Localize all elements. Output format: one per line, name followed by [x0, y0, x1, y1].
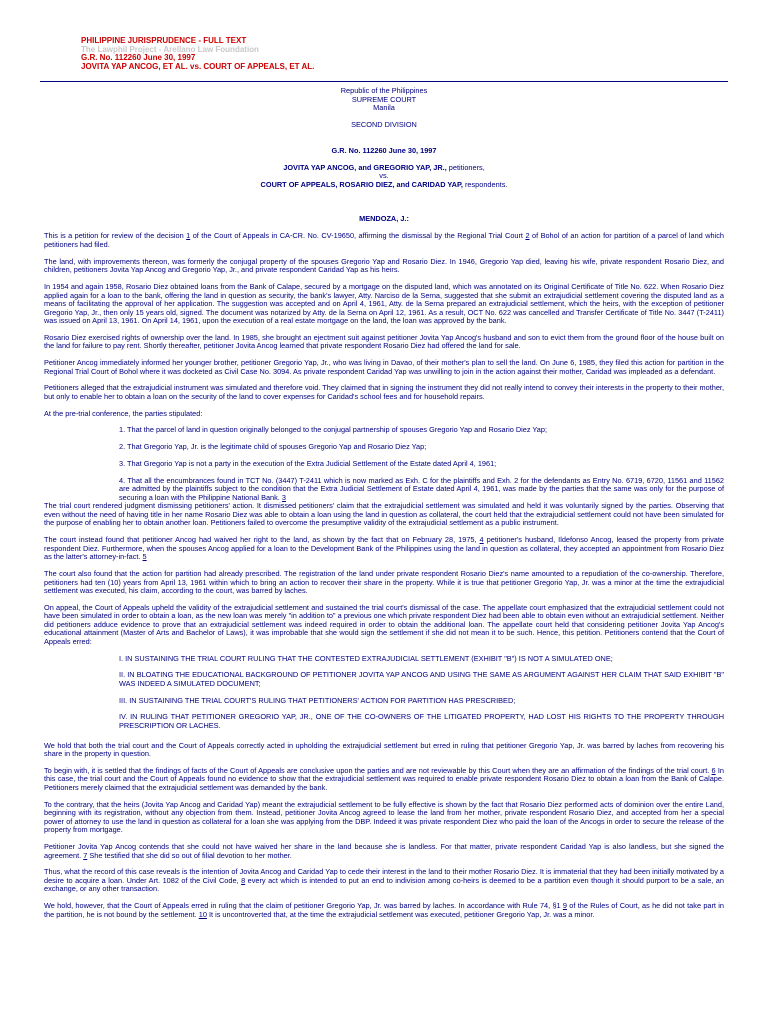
court-name: SUPREME COURT	[351, 94, 417, 104]
paragraph: The land, with improvements thereon, was formerly the conjugal property of the spouses Gregorio Yap and Rosario Diez. In 1946, Gregorio Yap died, leaving his wife, private respondent Rosario Diez, and children, petitioners Jovita Yap Ancog and Gregorio Yap, Jr., and private respondent Caridad Yap as his heirs.	[44, 256, 724, 275]
respondents-role: respondents.	[462, 179, 508, 189]
stipulation-item: 4. That all the encumbrances found in TCT No. (3447) T-2411 which is now marked as Exh. C for the plaintiffs and Exh. 2 for the defendants as Entry No. 6719, 6720, 11561 and 11562 are admitted by the plaintiffs subject to the condition that the Extra Judicial Settlement of Estate dated April 4, 1961, was made by the parties that the same was only for the purpose of securing a loan with the Philippine National Bank. 3	[119, 475, 724, 502]
paragraph: Petitioner Ancog immediately informed her younger brother, petitioner Gregorio Yap, Jr., who was living in Davao, of their mother's plan to sell the land. On June 6, 1985, they filed this action for partition in the Regional Trial Court of Bohol where it was docketed as Civil Case No. 3094. As private respondent Caridad Yap was unwilling to join in the action against their mother, Caridad was impleaded as a defendant.	[44, 358, 724, 376]
assigned-error: II. IN BLOATING THE EDUCATIONAL BACKGROUND OF PETITIONER JOVITA YAP ANCOG AND USING THE SAME AS ARGUMENT AGAINST HER CLAIM THAT SAID EXHIBIT "B" WAS INDEED A SIMULATED DOCUMENT;	[119, 670, 724, 689]
footnote-link[interactable]: 7	[83, 850, 88, 860]
header-case-number: G.R. No. 112260 June 30, 1997	[81, 53, 196, 63]
footnote-link[interactable]: 2	[525, 231, 530, 241]
case-number: G.R. No. 112260 June 30, 1997	[331, 145, 437, 155]
paragraph: To begin with, it is settled that the findings of facts of the Court of Appeals are conclusive upon the parties and are not reviewable by this Court when they are an affirmation of the findings of the trial court. 6 In this case, the trial court and the Court of Appeals found no evidence to show that the extrajudicial settlement was required to enable private respondent Rosario Diez to obtain a loan from the Bank of Calape. Petitioners merely claimed that the extrajudicial settlement was demanded by the bank.	[44, 765, 724, 792]
petitioners-names: JOVITA YAP ANCOG, and GREGORIO YAP, JR.,	[283, 162, 447, 172]
division: SECOND DIVISION	[351, 120, 417, 130]
site-title: PHILIPPINE JURISPRUDENCE - FULL TEXT	[81, 36, 247, 45]
paragraph: The trial court rendered judgment dismissing petitioners' action. It dismissed petitioners' claim that the extrajudicial settlement was simulated and held it was voluntarily signed by the parties. Observing that even without the need of having title in her name Rosario Diez was able to obtain a loan using the land in question as collateral, the court held that the extrajudicial settlement could not have been simulated for the purpose of enabling her to obtain another loan. Petitioners failed to overcome the presumptive validity of the extrajudicial settlement as a public instrument.	[44, 501, 724, 528]
paragraph: Petitioners alleged that the extrajudicial instrument was simulated and therefore void. They claimed that in signing the instrument they did not really intend to convey their interests in the property to their mother, but only to enable her to obtain a loan on the security of the land to cover expenses for Caridad's school fees and for household repairs.	[44, 383, 724, 402]
site-subtitle: The Lawphil Project - Arellano Law Foundation	[81, 44, 259, 54]
paragraph: Petitioner Jovita Yap Ancog contends that she could not have waived her share in the land because she is landless. For that matter, private respondent Caridad Yap is also landless, but she signed the agreement. 7 She testified that she did so out of filial devotion to her mother.	[44, 842, 724, 860]
republic-line: Republic of the Philippines	[340, 86, 428, 95]
paragraph: This is a petition for review of the decision 1 of the Court of Appeals in CA-CR. No. CV-19650, affirming the dismissal by the Regional Trial Court 2 of Bohol of an action for partition of a parcel of land which petitioners had filed.	[44, 231, 724, 249]
header-case-title: JOVITA YAP ANCOG, ET AL. vs. COURT OF APPEALS, ET AL.	[81, 61, 315, 71]
stipulation-item: 3. That Gregorio Yap is not a party in the execution of the Extra Judicial Settlement of the Estate dated April 4, 1961;	[119, 458, 497, 468]
stipulation-item: 2. That Gregorio Yap, Jr. is the legitimate child of spouses Gregorio Yap and Rosario Diez Yap;	[119, 442, 427, 452]
document-header	[81, 37, 314, 71]
respondents-names: COURT OF APPEALS, ROSARIO DIEZ, and CARIDAD YAP,	[260, 179, 463, 189]
assigned-error: I. IN SUSTAINING THE TRIAL COURT RULING THAT THE CONTESTED EXTRAJUDICIAL SETTLEMENT (EXHIBIT "B") IS NOT A SIMULATED ONE;	[119, 653, 613, 663]
stipulation-item: 1. That the parcel of land in question originally belonged to the conjugal partnership of spouses Gregorio Yap and Rosario Diez Yap;	[119, 425, 547, 435]
footnote-link[interactable]: 4	[479, 535, 484, 545]
court-city: Manila	[373, 103, 395, 113]
petitioners-role: petitioners,	[446, 162, 485, 172]
paragraph: Thus, what the record of this case reveals is the intention of Jovita Ancog and Caridad Yap to cede their interest in the land to their mother Rosario Diez. It is immaterial that they had been initially motivated by a desire to acquire a loan. Under Art. 1082 of the Civil Code, 8 every act which is intended to put an end to indivision among co-heirs is deemed to be a partition even though it should purport to be a sale, an exchange, or any other transaction.	[44, 867, 724, 894]
case-caption	[44, 147, 724, 190]
paragraph: Rosario Diez exercised rights of ownership over the land. In 1985, she brought an ejectment suit against petitioner Jovita Yap Ancog's husband and son to evict them from the ground floor of the house built on the land for failure to pay rent. Shortly thereafter, petitioner Jovita Ancog learned that private respondent Rosario Diez had offered the land for sale.	[44, 332, 724, 351]
ponente: MENDOZA, J.:	[359, 214, 409, 224]
paragraph: We hold, however, that the Court of Appeals erred in ruling that the claim of petitioner Gregorio Yap, Jr. was barred by laches. In accordance with Rule 74, §1 9 of the Rules of Court, as he did not take part in the partition, he is not bound by the settlement. 10 It is uncontroverted that, at the time the extrajudicial settlement was executed, petitioner Gregorio Yap, Jr. was a minor.	[44, 901, 724, 919]
paragraph: The court also found that the action for partition had already prescribed. The registration of the land under private respondent Rosario Diez's name amounted to a repudiation of the co-ownership. Therefore, petitioners had ten (10) years from April 13, 1961 within which to bring an action to recover their share in the property. While it is true that petitioner Gregorio Yap, Jr. was a minor at the time the extrajudicial settlement was executed, his claim, according to the court, was barred by laches.	[44, 568, 724, 596]
paragraph: On appeal, the Court of Appeals upheld the validity of the extrajudicial settlement and sustained the trial court's dismissal of the case. The appellate court emphasized that the extrajudicial settlement could not have been simulated in order to obtain a loan, as the new loan was merely "in addition to" a previous one which private respondent Diez had been able to obtain even without an extrajudicial settlement. Neither did petitioners adduce evidence to prove that an extrajudicial settlement was indeed required in order to obtain the additional loan. The appellate court held that considering petitioner Jovita Yap Ancog's educational attainment (Master of Arts and Bachelor of Laws), it was improbable that she would sign the settlement if she did not mean it to be such. Hence, this petition. Petitioners contend that the Court of Appeals erred:	[44, 602, 724, 646]
footnote-link[interactable]: 8	[241, 875, 246, 885]
assigned-error: IV. IN RULING THAT PETITIONER GREGORIO YAP, JR., ONE OF THE CO-OWNERS OF THE LITIGATED PROPERTY, HAD LOST HIS RIGHTS TO THE PROPERTY THROUGH PRESCRIPTION OR LACHES.	[119, 712, 724, 731]
footnote-link[interactable]: 1	[186, 231, 191, 241]
footnote-link[interactable]: 9	[562, 901, 568, 911]
footnote-link[interactable]: 3	[281, 492, 286, 502]
paragraph: The court instead found that petitioner Ancog had waived her right to the land, as shown by the fact that on February 28, 1975, 4 petitioner's husband, Ildefonso Ancog, leased the property from private respondent Diez. Furthermore, when the spouses Ancog applied for a loan to the Development Bank of the Philippines using the land in question as collateral, they accepted an appointment from Rosario Diez as the latter's attorney-in-fact. 5	[44, 535, 724, 562]
footnote-link[interactable]: 5	[142, 552, 147, 562]
paragraph: In 1954 and again 1958, Rosario Diez obtained loans from the Bank of Calape, secured by a mortgage on the disputed land, which was annotated on its Original Certificate of Title No. 622. When Rosario Diez applied again for a loan to the bank, offering the land in question as security, the bank's lawyer, Atty. Narciso de la Serna, suggested that she submit an extrajudicial settlement covering the disputed land as a means of facilitating the approval of her application. The suggestion was accepted and on April 4, 1961, Atty. de la Serna prepared an extrajudicial settlement, which the heirs, with the exception of petitioner Gregorio Yap, Jr., then only 15 years old, signed. The document was notarized by Atty. de la Serna on April 12, 1961. As a result, OCT No. 622 was cancelled and Transfer Certificate of Title No. 3447 (T-2411) was issued on April 13, 1961. On April 14, 1961, upon the execution of a real estate mortgage on the land, the loan was approved by the bank.	[44, 281, 724, 326]
header-divider	[40, 81, 728, 82]
assigned-error: III. IN SUSTAINING THE TRIAL COURT'S RULING THAT PETITIONERS' ACTION FOR PARTITION HAS PRESCRIBED;	[119, 695, 516, 705]
respondents-line	[44, 181, 724, 190]
decision-body	[44, 87, 724, 927]
paragraph: At the pre-trial conference, the parties stipulated:	[44, 408, 203, 418]
footnote-link[interactable]: 10	[198, 909, 207, 919]
court-heading	[44, 87, 724, 130]
footnote-link[interactable]: 6	[711, 765, 716, 775]
paragraph: To the contrary, that the heirs (Jovita Yap Ancog and Caridad Yap) meant the extrajudicial settlement to be fully effective is shown by the fact that Rosario Diez performed acts of dominion over the entire Land, beginning with its registration, without any objection from them. Instead, petitioner Jovita Ancog agreed to lease the land from her mother, private respondent Rosario Diez, and accepted from her a special power of attorney to use the land in question as collateral for a loan she was applying from the DBP. Indeed it was private respondent Diez who paid the loan of the Ancogs in order to secure the release of the property from mortgage.	[44, 799, 724, 835]
versus: vs.	[379, 171, 389, 181]
paragraph: We hold that both the trial court and the Court of Appeals correctly acted in upholding the extrajudicial settlement but erred in ruling that petitioner Gregorio Yap, Jr. was barred by laches from recovering his share in the property in question.	[44, 740, 724, 759]
